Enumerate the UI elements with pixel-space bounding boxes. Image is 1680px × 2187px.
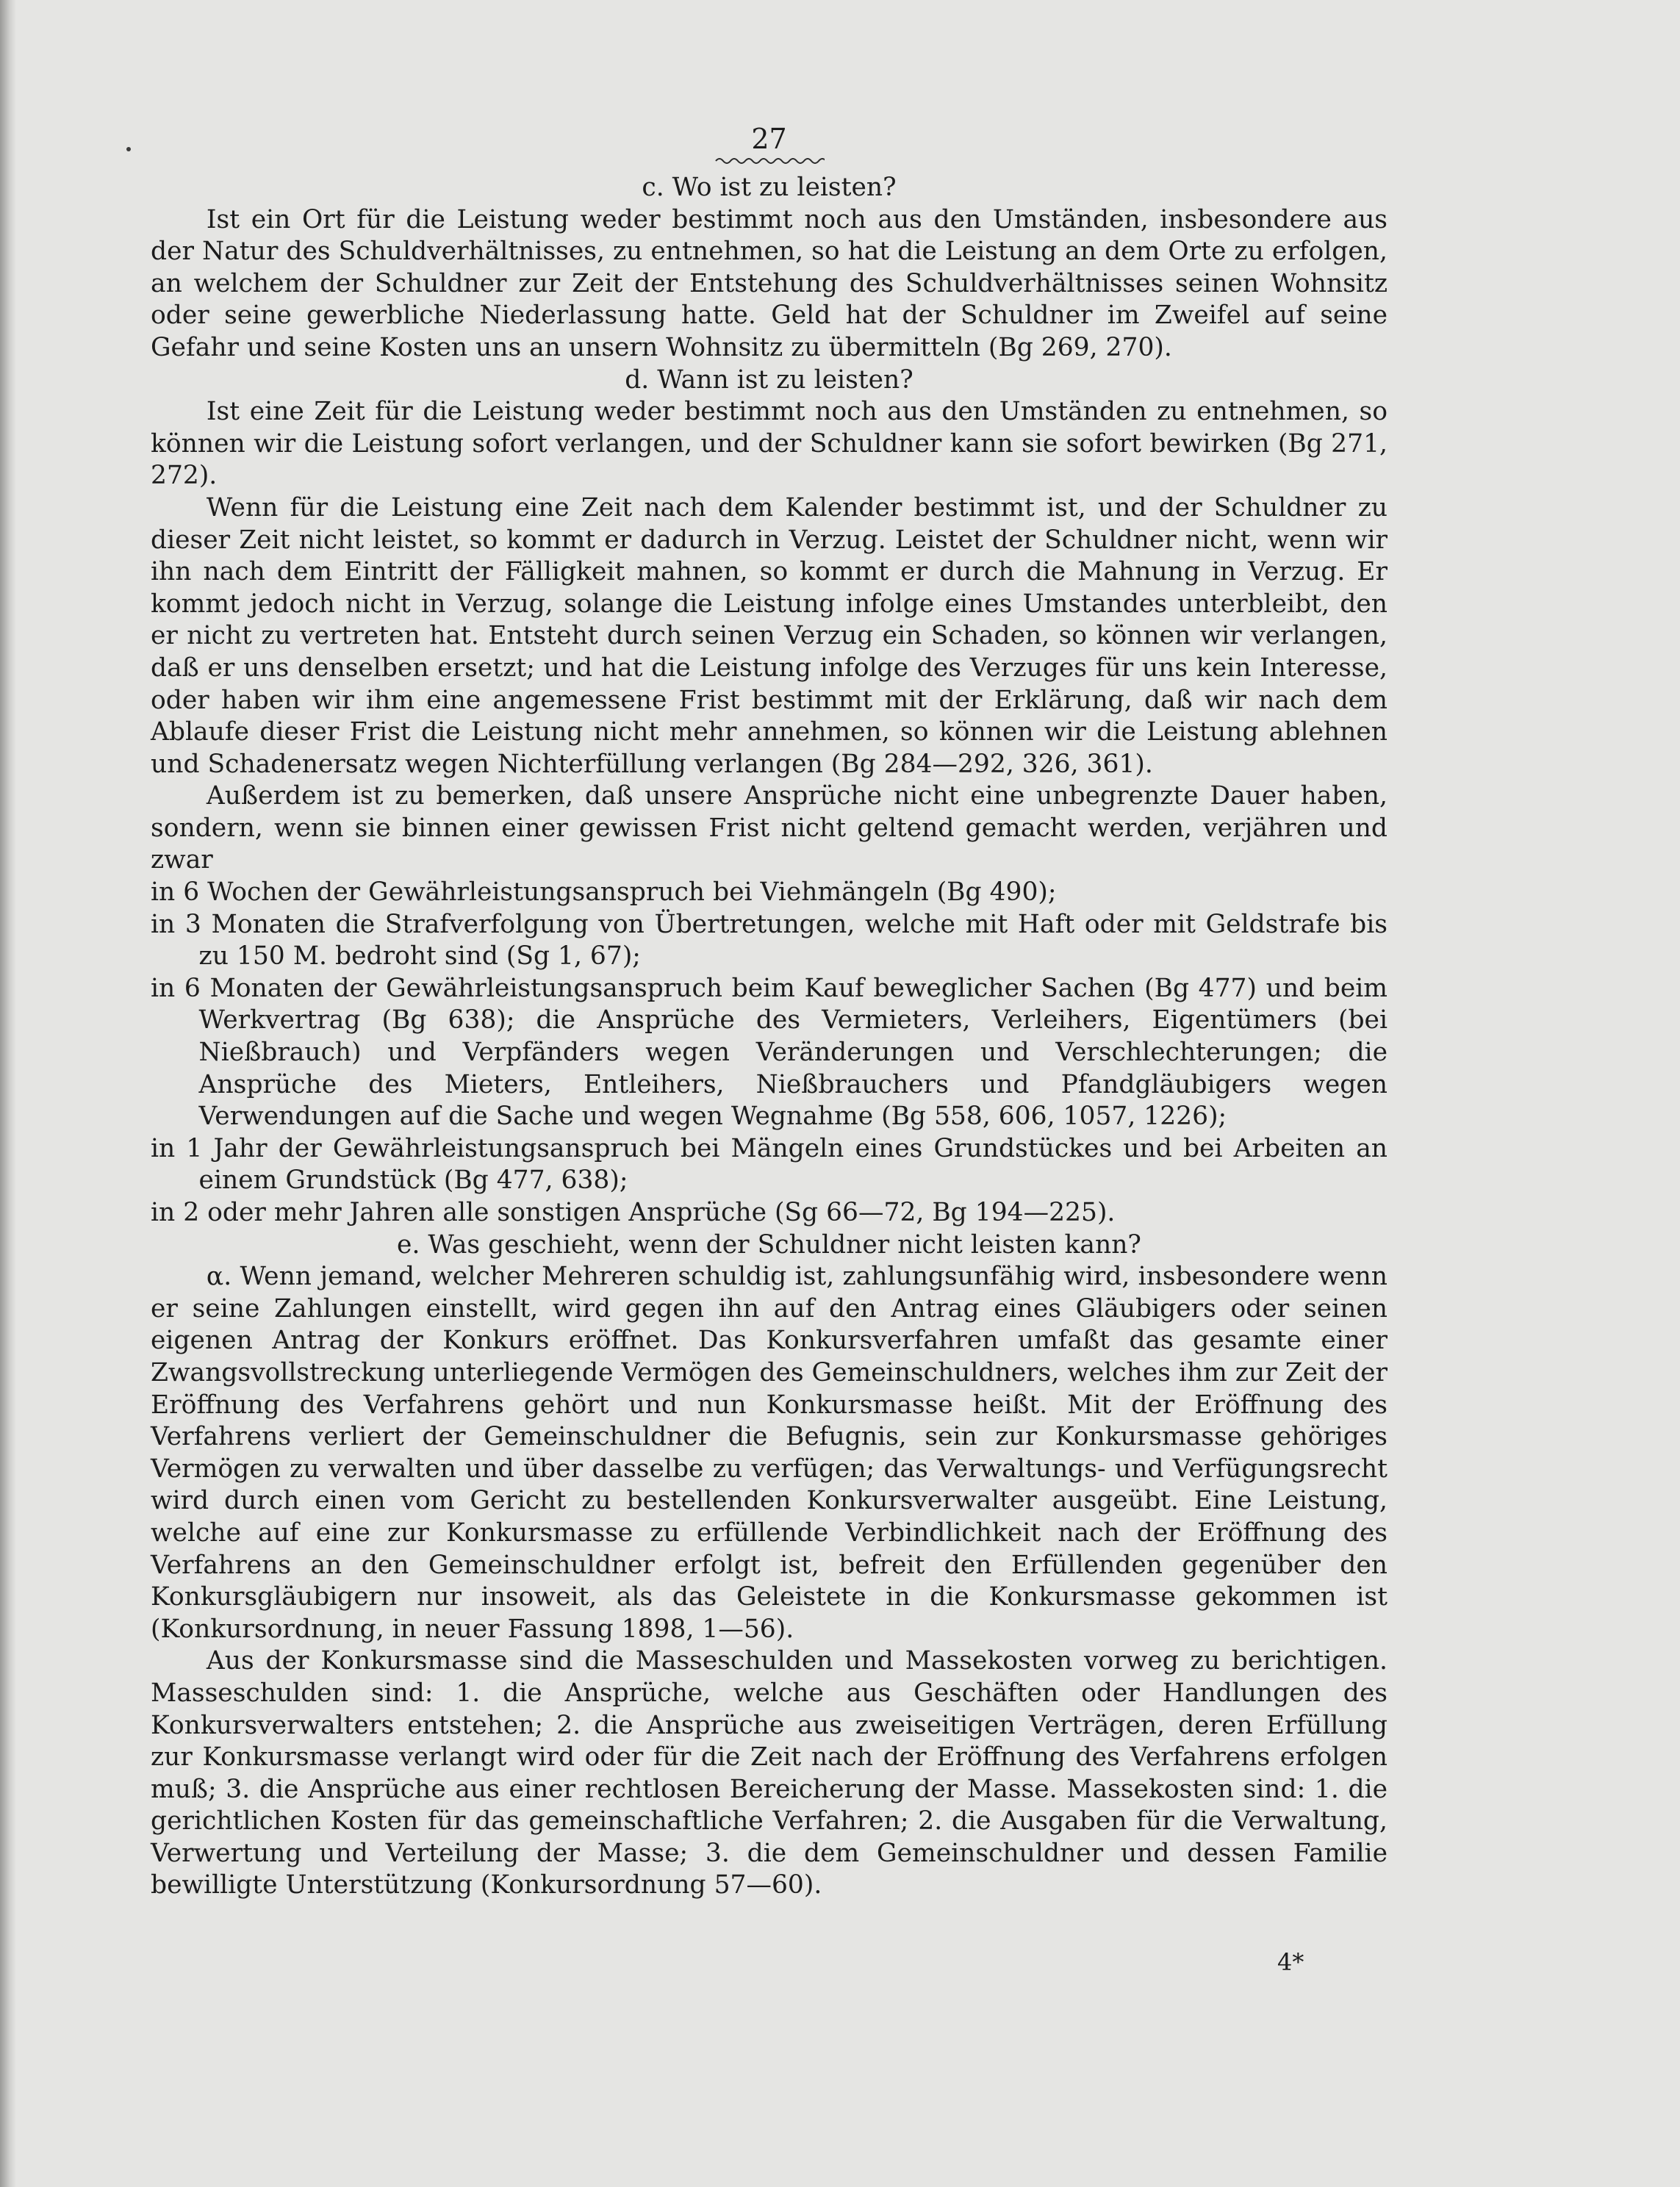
list-item: in 3 Monaten die Strafverfolgung von Übertretungen, welche mit Haft oder mit Geldstrafe bis zu 150 M. bedroht sind (Sg 1, 67); bbox=[151, 909, 1388, 972]
list-item: in 2 oder mehr Jahren alle sonstigen Ansprüche (Sg 66—72, Bg 194—225). bbox=[151, 1198, 1116, 1227]
wavy-rule-ornament bbox=[714, 156, 825, 166]
limitation-periods-list bbox=[151, 877, 1388, 1229]
paragraph-time-of-performance: Ist eine Zeit für die Leistung weder bestimmt noch aus den Umständen zu entnehmen, so können wir die Leistung sofort verlangen, und der Schuldner kann sie sofort bewirken (Bg 271, 272). bbox=[151, 397, 1388, 491]
page-number: 27 bbox=[751, 123, 787, 155]
section-heading-when: d. Wann ist zu leisten? bbox=[625, 364, 913, 395]
section-heading-where: c. Wo ist zu leisten? bbox=[642, 173, 897, 202]
paragraph-place-of-performance: Ist ein Ort für die Leistung weder bestimmt noch aus den Umständen, insbesondere aus der Natur des Schuldverhältnisses, zu entnehmen, so hat die Leistung an dem Orte zu erfolgen, an welchem der Schuldner zur Zeit der Entstehung des Schuldverhältnisses seinen Wohnsitz oder seine gewerbliche Niederlassung hatte. Geld hat der Schuldner im Zweifel auf seine Gefahr und seine Kosten uns an unsern Wohnsitz zu übermitteln (Bg 269, 270). bbox=[151, 204, 1388, 362]
paragraph-default: Wenn für die Leistung eine Zeit nach dem Kalender bestimmt ist, und der Schuldner zu dieser Zeit nicht leistet, so kommt er dadurch in Verzug. Leistet der Schuldner nicht, wenn wir ihn nach dem Eintritt der Fälligkeit mahnen, so kommt er durch die Mahnung in Verzug. Er kommt jedoch nicht in Verzug, solange die Leistung infolge eines Umstandes unterbleibt, den er nicht zu vertreten hat. Entsteht durch seinen Verzug ein Schaden, so können wir verlangen, daß er uns denselben ersetzt; und hat die Leistung infolge des Verzuges für uns kein Interesse, oder haben wir ihm eine angemessene Frist bestimmt mit der Erklärung, daß wir nach dem Ablaufe dieser Frist die Leistung nicht mehr annehmen, so können wir die Leistung ablehnen und Schadenersatz wegen Nichterfüllung verlangen (Bg 284—292, 326, 361). bbox=[151, 492, 1388, 779]
page-binding-edge bbox=[0, 0, 16, 2187]
list-item: in 6 Monaten der Gewährleistungsanspruch beim Kauf beweglicher Sachen (Bg 477) und beim Werkvertrag (Bg 638); die Ansprüche des Vermieters, Verleihers, Eigentümers (bei Nießbrauch) und Verpfänders wegen Veränderungen und Verschlechterungen; die Ansprüche des Mieters, Entleihers, Nießbrauchers und Pfandgläubigers wegen Verwendungen auf die Sache und wegen Wegnahme (Bg 558, 606, 1057, 1226); bbox=[151, 973, 1388, 1132]
signature-mark: 4* bbox=[1277, 1948, 1304, 1976]
section-heading-insolvency: e. Was geschieht, wenn der Schuldner nicht leisten kann? bbox=[397, 1229, 1141, 1260]
paragraph-bankruptcy: α. Wenn jemand, welcher Mehreren schuldig ist, zahlungsunfähig wird, insbesondere wenn er seine Zahlungen einstellt, wird gegen ihn auf den Antrag eines Gläubigers oder seinen eigenen Antrag der Konkurs eröffnet. Das Konkursverfahren umfaßt das gesamte einer Zwangsvollstreckung unterliegende Vermögen des Gemeinschuldners, welches ihm zur Zeit der Eröffnung des Verfahrens gehört und nun Konkursmasse heißt. Mit der Eröffnung des Verfahrens verliert der Gemeinschuldner die Befugnis, sein zur Konkursmasse gehöriges Vermögen zu verwalten und über dasselbe zu verfügen; das Verwaltungs- und Verfügungsrecht wird durch einen vom Gericht zu bestellenden Konkursverwalter ausgeübt. Eine Leistung, welche auf eine zur Konkursmasse zu erfüllende Verbindlichkeit nach der Eröffnung des Verfahrens an den Gemeinschuldner erfolgt ist, befreit den Erfüllenden gegenüber den Konkursgläubigern nur insoweit, als das Geleistete in die Konkursmasse gekommen ist (Konkursordnung, in neuer Fassung 1898, 1—56). bbox=[151, 1262, 1388, 1644]
paragraph-limitation-intro: Außerdem ist zu bemerken, daß unsere Ansprüche nicht eine unbegrenzte Dauer haben, sondern, wenn sie binnen einer gewissen Frist nicht geltend gemacht werden, verjähren und zwar bbox=[151, 781, 1388, 875]
page-body bbox=[151, 122, 1388, 1902]
paragraph-estate-debts: Aus der Konkursmasse sind die Masseschulden und Massekosten vorweg zu berichtigen. Masseschulden sind: 1. die Ansprüche, welche aus Geschäften oder Handlungen des Konkursverwalters entstehen; 2. die Ansprüche aus zweiseitigen Verträgen, deren Erfüllung zur Konkursmasse verlangt wird oder für die Zeit nach der Eröffnung des Verfahrens erfolgen muß; 3. die Ansprüche aus einer rechtlosen Bereicherung der Masse. Massekosten sind: 1. die gerichtlichen Kosten für das gemeinschaftliche Verfahren; 2. die Ausgaben für die Verwaltung, Verwertung und Verteilung der Masse; 3. die dem Gemeinschuldner und dessen Familie bewilligte Unterstützung (Konkursordnung 57—60). bbox=[151, 1646, 1388, 1900]
list-item: in 6 Wochen der Gewährleistungsanspruch bei Viehmängeln (Bg 490); bbox=[151, 877, 1057, 908]
ink-speck bbox=[126, 147, 131, 151]
list-item: in 1 Jahr der Gewährleistungsanspruch bei Mängeln eines Grundstückes und bei Arbeiten an einem Grundstück (Bg 477, 638); bbox=[151, 1133, 1388, 1196]
